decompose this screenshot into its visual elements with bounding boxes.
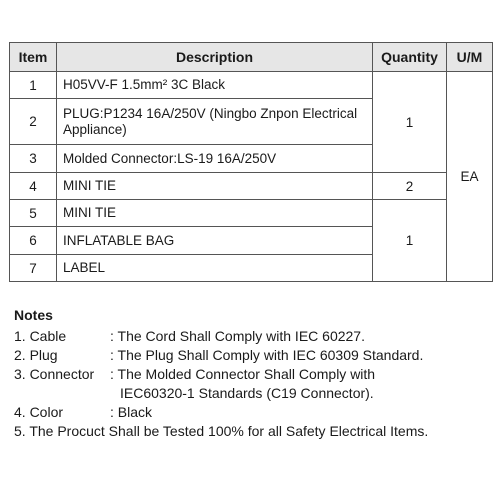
um-cell: EA (447, 72, 493, 282)
header-quantity: Quantity (373, 43, 447, 72)
note-continuation: IEC60320-1 Standards (C19 Connector). (120, 385, 374, 401)
item-description: H05VV-F 1.5mm² 3C Black (57, 72, 373, 99)
note-label: 5. The Procuct Shall be Tested 100% for all Safety Electrical Items. (14, 423, 429, 439)
item-number: 1 (10, 72, 57, 99)
note-label: 3. Connector (14, 366, 95, 382)
table-row (10, 200, 493, 227)
header-description: Description (57, 43, 373, 72)
note-item (14, 403, 432, 422)
note-label: 2. Plug (14, 347, 58, 363)
note-item (14, 346, 432, 365)
item-number: 6 (10, 227, 57, 255)
item-description: MINI TIE (57, 200, 373, 227)
item-number: 7 (10, 255, 57, 282)
item-number: 4 (10, 173, 57, 200)
note-text: : The Plug Shall Comply with IEC 60309 Standard. (110, 347, 424, 363)
table-row (10, 72, 493, 99)
note-item (14, 422, 432, 441)
note-text: : The Cord Shall Comply with IEC 60227. (110, 328, 365, 344)
note-text: : The Molded Connector Shall Comply with (110, 366, 376, 382)
table-row (10, 173, 493, 200)
item-description: LABEL (57, 255, 373, 282)
header-row (10, 43, 493, 72)
notes-section (14, 306, 432, 441)
note-label: 4. Color (14, 404, 64, 420)
quantity-cell: 1 (373, 72, 447, 173)
notes-title: Notes (14, 307, 53, 323)
item-number: 5 (10, 200, 57, 227)
note-text: : Black (110, 404, 153, 420)
item-description: INFLATABLE BAG (57, 227, 373, 255)
note-item (14, 365, 432, 384)
item-description: MINI TIE (57, 173, 373, 200)
note-label: 1. Cable (14, 328, 67, 344)
header-um: U/M (447, 43, 493, 72)
item-number: 3 (10, 145, 57, 173)
quantity-cell: 1 (373, 200, 447, 282)
item-number: 2 (10, 99, 57, 145)
quantity-cell: 2 (373, 173, 447, 200)
item-description: Molded Connector:LS-19 16A/250V (57, 145, 373, 173)
item-description: PLUG:P1234 16A/250V (Ningbo Znpon Electrical Appliance) (57, 99, 373, 145)
header-item: Item (10, 43, 57, 72)
note-item (14, 327, 432, 346)
bom-table (9, 42, 493, 282)
